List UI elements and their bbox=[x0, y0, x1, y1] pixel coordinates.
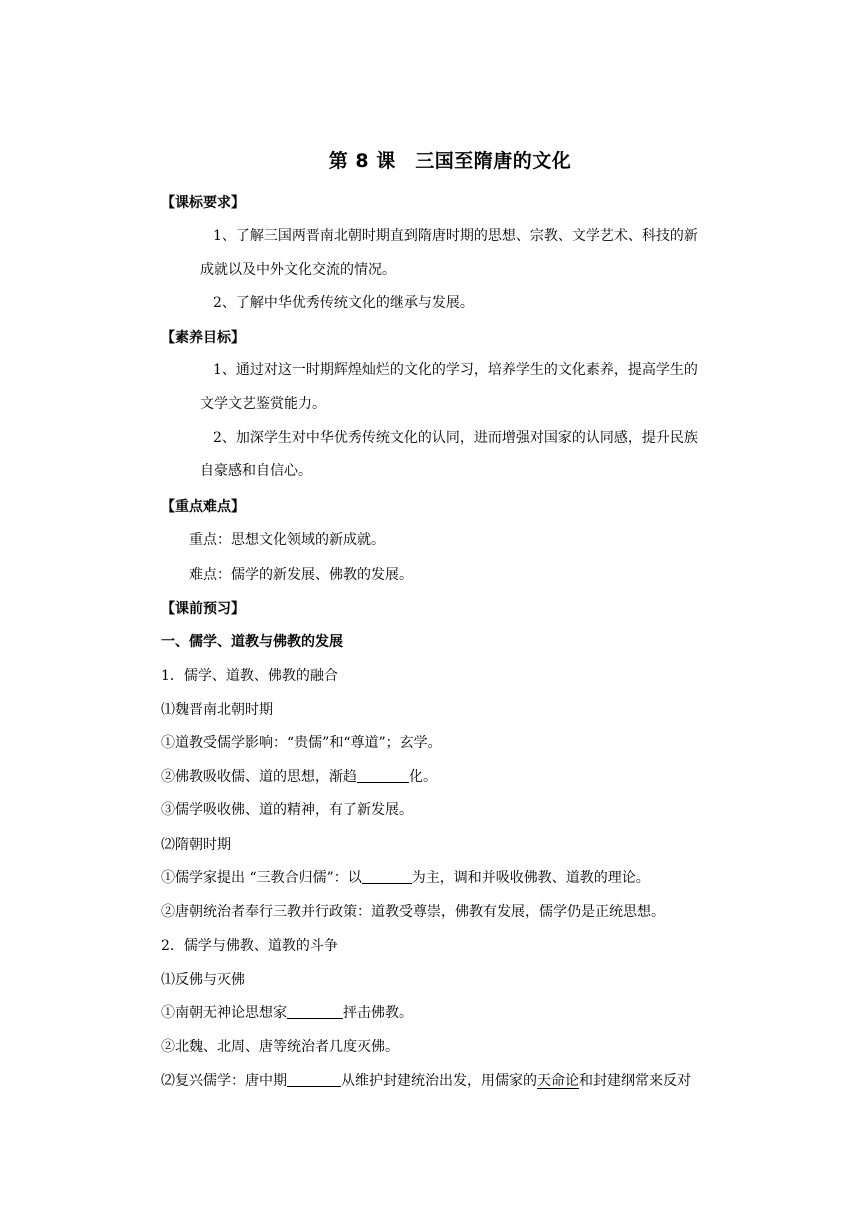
wei-jin-item-b bbox=[161, 766, 437, 786]
wei-jin-item-b-pre: ②佛教吸收儒、道的思想，渐趋 bbox=[161, 769, 357, 785]
anti-buddhism-item-a-post: 抨击佛教。 bbox=[343, 1005, 413, 1021]
anti-buddhism-item-a bbox=[161, 1002, 413, 1022]
preview-subheading-2: 2．儒学与佛教、道教的斗争 bbox=[161, 938, 338, 954]
lesson-title: 第 8 课 三国至隋唐的文化 bbox=[328, 150, 572, 172]
wei-jin-item-b-post: 化。 bbox=[409, 769, 437, 785]
revive-post: 和封建纲常来反对 bbox=[579, 1073, 691, 1089]
key-point: 重点：思想文化领域的新成就。 bbox=[189, 532, 385, 548]
anti-buddhism-item-b: ②北魏、北周、唐等统治者几度灭佛。 bbox=[161, 1039, 399, 1055]
suyang-item2-line1: 2、加深学生对中华优秀传统文化的认同，进而增强对国家的认同感，提升民族 bbox=[213, 430, 698, 446]
suyang-item2-line2: 自豪感和自信心。 bbox=[200, 463, 312, 479]
suyang-item1-line1: 1、通过对这一时期辉煌灿烂的文化的学习，培养学生的文化素养，提高学生的 bbox=[213, 362, 698, 378]
period-sui: ⑵隋朝时期 bbox=[161, 837, 231, 853]
anti-buddhism-heading: ⑴反佛与灭佛 bbox=[161, 972, 245, 988]
sui-item-a-post: 为主，调和并吸收佛教、道教的理论。 bbox=[411, 870, 650, 886]
sui-item-a-pre: ①儒学家提出 “三教合归儒”：以 bbox=[161, 870, 362, 886]
revive-mid: 从维护封建统治出发，用儒家的 bbox=[341, 1073, 537, 1089]
sui-item-a bbox=[161, 867, 650, 887]
kebiao-item2: 2、了解中华优秀传统文化的继承与发展。 bbox=[213, 295, 474, 311]
suyang-item1-line2: 文学文艺鉴赏能力。 bbox=[200, 396, 326, 412]
anti-buddhism-item-a-pre: ①南朝无神论思想家 bbox=[161, 1005, 287, 1021]
period-wei-jin: ⑴魏晋南北朝时期 bbox=[161, 702, 273, 718]
section-zhongdian-heading: 【重点难点】 bbox=[161, 499, 245, 515]
section-keqian-heading: 【课前预习】 bbox=[161, 601, 245, 617]
fill-in-blank[interactable] bbox=[357, 768, 409, 783]
revive-confucianism bbox=[161, 1070, 691, 1090]
fill-in-blank[interactable] bbox=[287, 1072, 341, 1087]
kebiao-item1-line1: 1、了解三国两晋南北朝时期直到隋唐时期的思想、宗教、文学艺术、科技的新 bbox=[213, 228, 698, 244]
kebiao-item1-line2: 成就以及中外文化交流的情况。 bbox=[200, 262, 396, 278]
preview-subheading-1: 1．儒学、道教、佛教的融合 bbox=[161, 668, 338, 684]
underlined-term: 天命论 bbox=[537, 1073, 579, 1089]
wei-jin-item-c: ③儒学吸收佛、道的精神，有了新发展。 bbox=[161, 802, 413, 818]
difficult-point: 难点：儒学的新发展、佛教的发展。 bbox=[189, 567, 413, 583]
sui-item-b: ②唐朝统治者奉行三教并行政策：道教受尊崇，佛教有发展，儒学仍是正统思想。 bbox=[161, 904, 665, 920]
revive-pre: ⑵复兴儒学：唐中期 bbox=[161, 1073, 287, 1089]
fill-in-blank[interactable] bbox=[287, 1004, 343, 1019]
fill-in-blank[interactable] bbox=[362, 869, 412, 884]
preview-heading-1: 一、儒学、道教与佛教的发展 bbox=[161, 634, 343, 650]
section-suyang-heading: 【素养目标】 bbox=[161, 330, 245, 346]
section-kebiao-heading: 【课标要求】 bbox=[161, 195, 245, 211]
wei-jin-item-a: ①道教受儒学影响：“贵儒”和“尊道”；玄学。 bbox=[161, 735, 442, 751]
